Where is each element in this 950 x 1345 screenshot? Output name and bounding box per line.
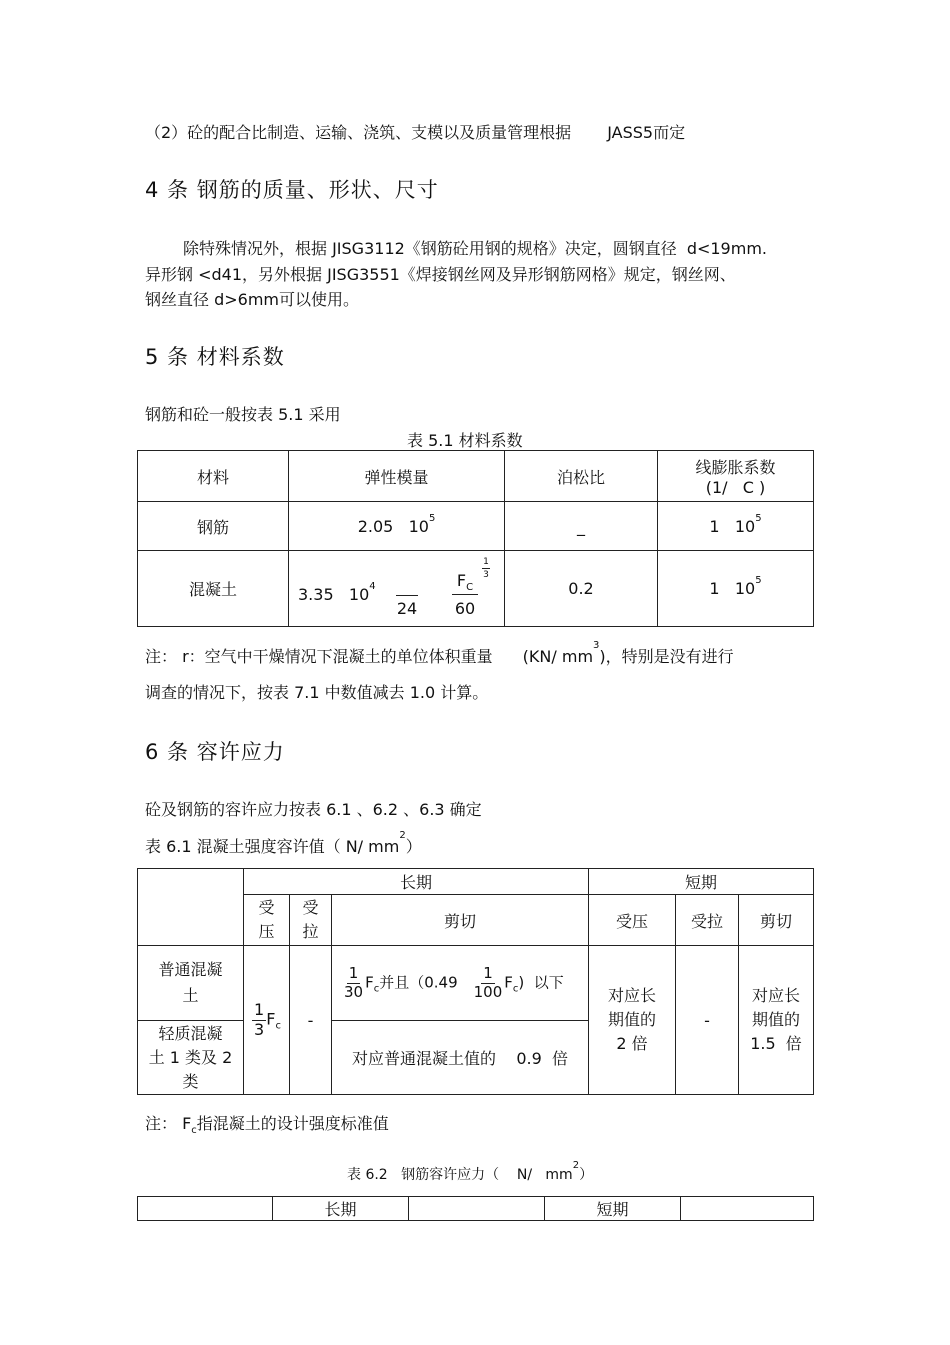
header-thermal-coefficient bbox=[658, 451, 814, 502]
t61-short-tension-value: - bbox=[676, 946, 739, 1095]
steel-elastic-base: 2.05 10 bbox=[357, 516, 429, 536]
shear-frac-1-num: 1 bbox=[348, 964, 359, 983]
section-6-heading: 6 条 容许应力 bbox=[145, 740, 285, 764]
header-thermal-line-2: (1/ C ) bbox=[705, 478, 766, 497]
note-text-c: )，特别是没有进行 bbox=[599, 647, 734, 666]
cell-steel-thermal bbox=[658, 502, 814, 551]
fc-fraction-numerator bbox=[452, 571, 478, 595]
table-5-1-row-steel bbox=[138, 502, 814, 551]
shear-frac-2 bbox=[472, 965, 505, 1001]
cell-concrete-elastic bbox=[289, 551, 505, 627]
note-exp: 3 bbox=[593, 640, 600, 651]
shear-fc-2: F bbox=[504, 973, 513, 992]
table-6-1-note bbox=[145, 1111, 389, 1136]
ss-line-2: 期值的 bbox=[751, 1010, 800, 1029]
shear-fc-2-sub: c bbox=[512, 983, 519, 995]
row2-line-1: 轻质混凝 bbox=[158, 1023, 223, 1043]
section-4-heading: 4 条 钢筋的质量、形状、尺寸 bbox=[145, 178, 439, 202]
t61-short-compression-value bbox=[589, 946, 676, 1095]
cell-concrete-name: 混凝土 bbox=[138, 551, 289, 627]
t61-short-shear-value bbox=[739, 946, 814, 1095]
shear-frac-1 bbox=[342, 965, 365, 1001]
power-denominator: 3 bbox=[483, 570, 489, 580]
shear-fc-1: F bbox=[365, 973, 374, 992]
sc-line-2: 期值的 bbox=[607, 1010, 656, 1029]
t61-row-label-normal bbox=[138, 946, 244, 1021]
table-5-1-note-line-1 bbox=[145, 640, 734, 667]
sc-line-1: 对应长 bbox=[607, 986, 656, 1005]
t62-caption-text: 表 6.2 钢筋容许应力（ N/ mm bbox=[347, 1167, 573, 1183]
concrete-thermal-base: 1 10 bbox=[709, 579, 756, 598]
shear-frac-1-den: 30 bbox=[344, 982, 364, 1001]
t61-long-compression-value bbox=[244, 946, 290, 1095]
t62-caption-end: ） bbox=[579, 1167, 594, 1183]
long-tens-char-1: 受 bbox=[302, 898, 319, 917]
ss-line-3: 1.5 倍 bbox=[750, 1034, 802, 1053]
gamma-fraction-numerator bbox=[396, 577, 418, 596]
concrete-elastic-base: 3.35 10 bbox=[298, 585, 370, 604]
long-tens-char-2: 拉 bbox=[302, 922, 319, 941]
t62-header-long: 长期 bbox=[273, 1197, 409, 1221]
header-poisson-ratio: 泊松比 bbox=[505, 451, 658, 502]
cell-steel-name: 钢筋 bbox=[138, 502, 289, 551]
header-elastic-modulus: 弹性模量 bbox=[289, 451, 505, 502]
table-5-1 bbox=[137, 450, 814, 627]
shear-end: ) 以下 bbox=[518, 973, 564, 992]
t61-row-normal-concrete bbox=[138, 946, 814, 1021]
table-6-1 bbox=[137, 868, 814, 1095]
table-5-1-row-concrete bbox=[138, 551, 814, 627]
header-material: 材料 bbox=[138, 451, 289, 502]
power-numerator: 1 bbox=[483, 557, 489, 567]
t62-caption-exp: 2 bbox=[572, 1160, 580, 1171]
fc-letter: F bbox=[456, 571, 467, 590]
t61-note-sub: c bbox=[191, 1125, 197, 1137]
concrete-elastic-base-wrap bbox=[298, 581, 376, 604]
intro-line bbox=[145, 120, 685, 143]
lc-sub: c bbox=[275, 1020, 281, 1032]
steel-elastic-exp: 5 bbox=[428, 512, 436, 524]
t61-row-label-light bbox=[138, 1021, 244, 1095]
t62-corner-cell bbox=[138, 1197, 273, 1221]
lc-fc: F bbox=[266, 1009, 276, 1029]
cell-steel-poisson: _ bbox=[505, 502, 658, 551]
table-5-1-caption: 表 5.1 材料系数 bbox=[407, 431, 523, 450]
section-5-paragraph: 钢筋和砼一般按表 5.1 采用 bbox=[145, 405, 341, 424]
section-4-line-3: 钢丝直径 d>6mm可以使用。 bbox=[145, 290, 360, 309]
table-5-1-header-row bbox=[138, 451, 814, 502]
shear-frac-2-den: 100 bbox=[473, 982, 503, 1001]
t61-header-short-shear: 剪切 bbox=[739, 895, 814, 946]
long-comp-char-2: 压 bbox=[258, 922, 275, 941]
t61-header-short: 短期 bbox=[589, 869, 814, 895]
section-6-paragraph: 砼及钢筋的容许应力按表 6.1 、6.2 、6.3 确定 bbox=[145, 800, 482, 819]
t61-caption-text: 表 6.1 混凝土强度容许值（ N/ mm bbox=[145, 837, 400, 856]
row2-line-2: 土 1 类及 2 bbox=[148, 1047, 233, 1067]
t61-header-long-tension bbox=[290, 895, 332, 946]
t61-long-shear-normal bbox=[332, 946, 589, 1021]
section-5-heading: 5 条 材料系数 bbox=[145, 345, 285, 369]
cell-concrete-thermal bbox=[658, 551, 814, 627]
sc-line-3: 2 倍 bbox=[616, 1034, 648, 1053]
long-comp-char-1: 受 bbox=[258, 898, 275, 917]
section-4-line-1b: d<19mm. bbox=[686, 239, 767, 258]
t62-header-short: 短期 bbox=[545, 1197, 681, 1221]
shear-mid: 并且（0.49 bbox=[379, 973, 458, 992]
table-6-2-caption bbox=[347, 1160, 594, 1184]
lc-fraction bbox=[252, 1001, 266, 1039]
t61-note-b: 指混凝土的设计强度标准值 bbox=[196, 1114, 389, 1133]
t61-caption-exp: 2 bbox=[399, 830, 406, 841]
steel-thermal-base: 1 10 bbox=[709, 516, 756, 536]
table-6-2 bbox=[137, 1196, 814, 1221]
lc-den: 3 bbox=[254, 1019, 265, 1039]
t61-note-a: 注： F bbox=[145, 1114, 192, 1133]
table-5-1-note-line-2: 调查的情况下，按表 7.1 中数值减去 1.0 计算。 bbox=[145, 683, 489, 702]
t61-long-shear-light: 对应普通混凝土值的 0.9 倍 bbox=[332, 1021, 589, 1095]
table-6-1-caption bbox=[145, 830, 422, 857]
t62-header-row bbox=[138, 1197, 814, 1221]
t61-corner-cell bbox=[138, 869, 244, 946]
t61-header-long-compression bbox=[244, 895, 290, 946]
steel-thermal-exp: 5 bbox=[755, 512, 762, 524]
row1-line-1: 普通混凝 bbox=[158, 960, 223, 979]
t61-header-long: 长期 bbox=[244, 869, 589, 895]
concrete-elastic-exp: 4 bbox=[369, 581, 376, 592]
t61-header-row-1 bbox=[138, 869, 814, 895]
t62-header-empty-2 bbox=[681, 1197, 814, 1221]
gamma-fraction-denominator: 24 bbox=[396, 599, 418, 618]
cell-steel-elastic bbox=[289, 502, 505, 551]
section-4-line-1 bbox=[183, 236, 767, 259]
cell-concrete-poisson: 0.2 bbox=[505, 551, 658, 627]
note-text-b: (KN/ mm bbox=[522, 647, 594, 666]
shear-fc-1-sub: c bbox=[373, 983, 380, 995]
section-4-line-1a: 除特殊情况外，根据 JISG3112《钢筋砼用钢的规格》决定，圆钢直径 bbox=[183, 239, 677, 258]
t61-header-short-compression: 受压 bbox=[589, 895, 676, 946]
row1-line-2: 土 bbox=[182, 986, 199, 1005]
row2-line-3: 类 bbox=[182, 1071, 199, 1091]
header-thermal-line-1: 线膨胀系数 bbox=[695, 458, 776, 477]
concrete-thermal-exp: 5 bbox=[755, 575, 762, 586]
t61-caption-end: ） bbox=[405, 837, 422, 856]
section-4-line-2: 异形钢 <d41，另外根据 JISG3551《焊接钢丝网及异形钢筋网格》规定，钢丝网、 bbox=[145, 265, 736, 284]
lc-num: 1 bbox=[254, 1000, 265, 1020]
fc-fraction-denominator: 60 bbox=[454, 599, 476, 618]
shear-frac-2-num: 1 bbox=[483, 964, 493, 983]
intro-text: （2）砼的配合比制造、运输、浇筑、支模以及质量管理根据 bbox=[145, 123, 572, 142]
t61-header-short-tension: 受拉 bbox=[676, 895, 739, 946]
t61-header-long-shear: 剪切 bbox=[332, 895, 589, 946]
note-text-a: 注： r：空气中干燥情况下混凝土的单位体积重量 bbox=[145, 647, 493, 666]
t61-long-tension-value: - bbox=[290, 946, 332, 1095]
t62-header-empty-1 bbox=[409, 1197, 545, 1221]
ss-line-1: 对应长 bbox=[751, 986, 800, 1005]
fc-subscript: C bbox=[466, 582, 474, 594]
intro-text-jass: JASS5而定 bbox=[607, 123, 686, 142]
